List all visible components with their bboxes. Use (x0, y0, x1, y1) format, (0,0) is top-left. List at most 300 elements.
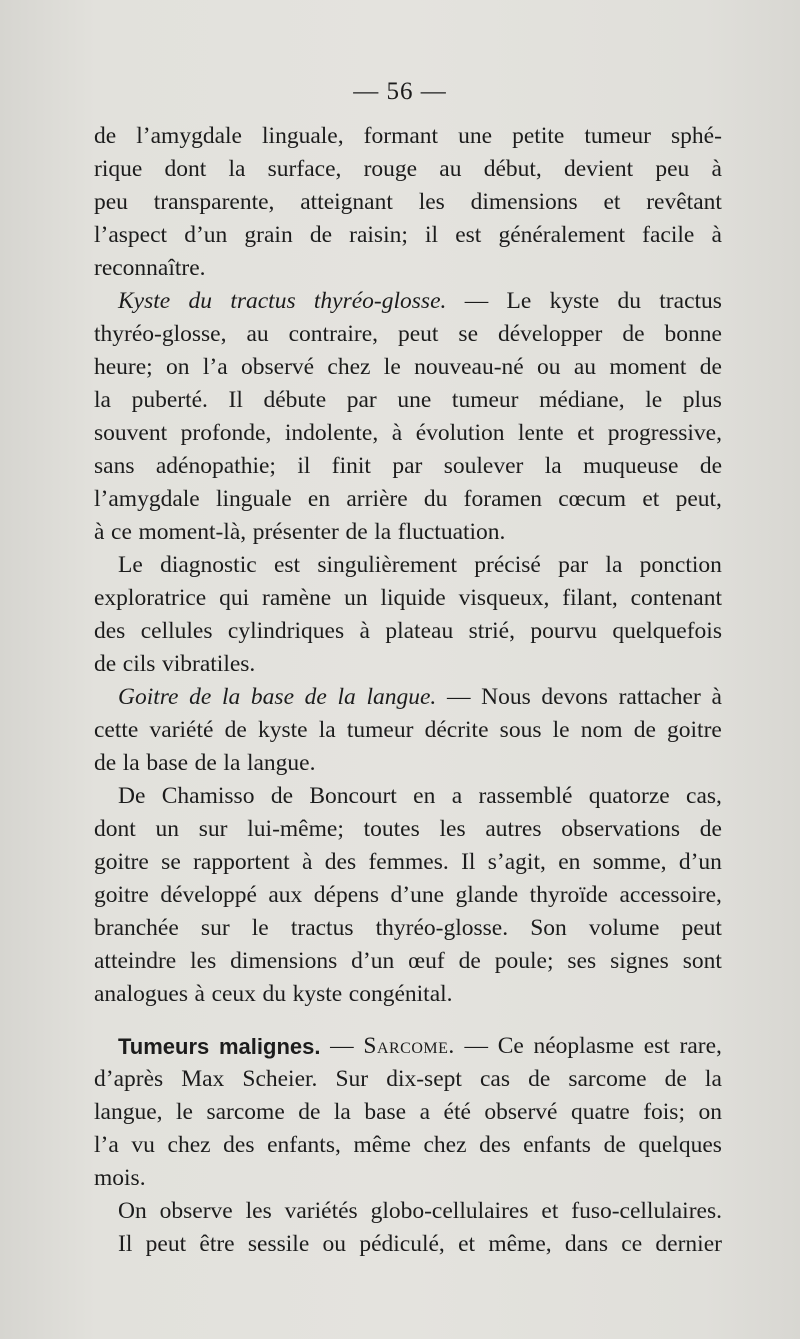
word: par (346, 387, 377, 413)
word: fuso-cellulaires. (571, 1198, 722, 1224)
word: est (273, 552, 301, 578)
word: d’un (351, 948, 395, 974)
text-line (94, 483, 722, 516)
word: ce (111, 519, 132, 545)
word: la (333, 1099, 351, 1125)
word: Max (181, 1066, 225, 1092)
word: du (423, 486, 448, 512)
word: on (698, 1099, 722, 1125)
word: un (344, 585, 368, 611)
word: enfants, (267, 1132, 341, 1158)
text-line (94, 285, 722, 318)
word: de (603, 1132, 626, 1158)
word: base (146, 750, 189, 776)
text-line (94, 1195, 722, 1228)
word: base (250, 684, 294, 710)
word: raisin; (349, 222, 408, 248)
word: soulever (443, 453, 524, 479)
word: Il (228, 387, 243, 413)
word: l’amygdale (136, 123, 242, 149)
word: cas (479, 1066, 510, 1092)
word: tractus (230, 288, 296, 314)
word: autres (485, 816, 542, 842)
word: langue, (94, 1099, 163, 1125)
word: pourvu (530, 618, 597, 644)
text-line (94, 1162, 722, 1195)
text-line (94, 582, 722, 615)
word: des (223, 1132, 255, 1158)
word: à (711, 222, 722, 248)
word: l’a (94, 1132, 119, 1158)
text-line (94, 978, 722, 1011)
word: signes (610, 948, 669, 974)
word: cœcum (558, 486, 627, 512)
word: au (573, 354, 597, 380)
word: branchée (94, 915, 179, 941)
word: reconnaître. (94, 255, 206, 281)
text-line (94, 780, 722, 813)
word: de (633, 717, 656, 743)
text-line (94, 648, 722, 681)
word: développer (497, 321, 603, 347)
word: sarcome (206, 1099, 285, 1125)
word: de (94, 750, 117, 776)
word: de (664, 1066, 687, 1092)
word: volume (588, 915, 660, 941)
word: Il (461, 849, 476, 875)
word: thyréo-glosse. (313, 288, 447, 314)
text-line (94, 120, 722, 153)
word: observe (159, 1198, 233, 1224)
word: néoplasme (533, 1033, 634, 1059)
word: et (458, 1231, 476, 1257)
word: vibratiles. (161, 651, 256, 677)
word: on (166, 354, 190, 380)
word: Sur (335, 1066, 369, 1092)
text-line (94, 252, 722, 285)
word: en (558, 849, 581, 875)
word: une (397, 387, 432, 413)
word: quelquefois (612, 618, 722, 644)
word: à (194, 981, 205, 1007)
word: strié, (468, 618, 515, 644)
text-line (94, 384, 722, 417)
word: cellules (140, 618, 213, 644)
text-line (94, 153, 722, 186)
text-line (94, 351, 722, 384)
word: peut, (675, 486, 722, 512)
word: malignes. (218, 1034, 321, 1059)
text-line (94, 516, 722, 549)
word: par (392, 453, 423, 479)
word: cils (122, 651, 156, 677)
word: revêtant (646, 189, 722, 215)
word: de (622, 321, 645, 347)
word: ou (322, 1231, 347, 1257)
word: linguale (215, 486, 292, 512)
word: à (94, 519, 105, 545)
word: thyroïde (529, 882, 608, 908)
word: dont (164, 156, 207, 182)
word: Le (118, 552, 143, 578)
word: de (94, 123, 117, 149)
word: le (552, 717, 570, 743)
word: d’un (678, 849, 722, 875)
word: les (190, 948, 217, 974)
word: muqueuse (583, 453, 679, 479)
word: langue. (366, 684, 437, 710)
word: œuf (408, 948, 445, 974)
word: se (161, 849, 181, 875)
word: ramène (262, 585, 332, 611)
word: Il (118, 1231, 133, 1257)
word: souvent (94, 420, 168, 446)
text-line (94, 846, 722, 879)
word: à (711, 156, 722, 182)
word: observé (484, 1099, 558, 1125)
word: toutes (363, 816, 420, 842)
word: Ce (497, 1033, 524, 1059)
word: somme, (592, 849, 667, 875)
word: — (330, 1033, 354, 1059)
word: la (544, 453, 562, 479)
word: ou (537, 354, 561, 380)
word: une (458, 123, 493, 149)
word: de (528, 1066, 551, 1092)
word: atteignant (300, 189, 393, 215)
word: rouge (363, 156, 418, 182)
word: précisé (474, 552, 541, 578)
word: tumeur (584, 123, 651, 149)
word: observations (561, 816, 681, 842)
word: d’après (94, 1066, 164, 1092)
word: mois. (94, 1165, 146, 1191)
word: facile (642, 222, 695, 248)
word: est (643, 1033, 670, 1059)
word: arrière (346, 486, 408, 512)
word: un (155, 816, 180, 842)
word: surface, (267, 156, 342, 182)
word: et (577, 420, 595, 446)
word: a (419, 1099, 431, 1125)
word: présenter (252, 519, 339, 545)
word: dernier (655, 1231, 722, 1257)
word: rassemblé (478, 783, 573, 809)
word: la (94, 387, 111, 413)
word: thyréo-glosse, (94, 321, 227, 347)
text-line (94, 1063, 722, 1096)
word: dépens (313, 882, 380, 908)
word: ses (567, 948, 597, 974)
word: exploratrice (94, 585, 207, 611)
word: sphé- (671, 123, 722, 149)
word: sarcome (568, 1066, 647, 1092)
word: sont (682, 948, 722, 974)
word: devons (541, 684, 608, 710)
word: De (118, 783, 146, 809)
word: poule; (494, 948, 554, 974)
word: des (324, 849, 357, 875)
word: peut (397, 321, 439, 347)
word: variétés (284, 1198, 358, 1224)
word: ce (621, 1231, 643, 1257)
word: en (413, 783, 436, 809)
word: indolente, (284, 420, 379, 446)
word: peut (145, 1231, 187, 1257)
word: évolution (415, 420, 505, 446)
word: le (383, 354, 401, 380)
word: généralement (498, 222, 626, 248)
text-line (94, 1096, 722, 1129)
word: les (245, 1198, 272, 1224)
word: Tumeurs (118, 1034, 210, 1059)
word: de (309, 222, 333, 248)
word: la (337, 684, 356, 710)
word: plus (682, 387, 722, 413)
text-line (94, 747, 722, 780)
word: lui-même; (247, 816, 344, 842)
word: au (439, 156, 462, 182)
word: Scheier. (242, 1066, 318, 1092)
word: base (364, 1099, 407, 1125)
word: la (318, 717, 336, 743)
word: formant (363, 123, 439, 149)
word: Chamisso (161, 783, 255, 809)
word: de (194, 750, 217, 776)
word: par (558, 552, 589, 578)
word: Boncourt (309, 783, 397, 809)
word: Kyste (118, 288, 171, 314)
word: petite (512, 123, 565, 149)
word: enfants (523, 1132, 591, 1158)
word: observé (241, 354, 315, 380)
word: ceux (211, 981, 256, 1007)
word: de (345, 519, 368, 545)
word: tractus (290, 915, 354, 941)
word: de (699, 354, 722, 380)
word: kyste (292, 981, 343, 1007)
word: s’agit, (487, 849, 546, 875)
word: Son (530, 915, 567, 941)
word: à (302, 849, 313, 875)
word: l’a (202, 354, 228, 380)
word: vu (131, 1132, 155, 1158)
word: thyréo-glosse. (375, 915, 509, 941)
word: cette (94, 717, 139, 743)
text-line (94, 549, 722, 582)
word: bonne (664, 321, 722, 347)
word: et (603, 189, 621, 215)
word: sous (499, 717, 542, 743)
word: la (605, 552, 623, 578)
word: a (451, 783, 463, 809)
word: goitre (94, 849, 149, 875)
text-line (94, 912, 722, 945)
word: progressive, (607, 420, 722, 446)
text-line (94, 417, 722, 450)
word: variété (149, 717, 214, 743)
word: au (246, 321, 269, 347)
word: foramen (463, 486, 542, 512)
word: le (176, 1099, 193, 1125)
word: dans (564, 1231, 608, 1257)
text-line (94, 186, 722, 219)
word: singulièrement (317, 552, 458, 578)
word: sur (200, 915, 230, 941)
word: langue. (246, 750, 316, 776)
word: la (374, 519, 392, 545)
word: goitre (94, 882, 149, 908)
word: de (458, 948, 481, 974)
word: Goitre (118, 684, 179, 710)
word: moment-là, (138, 519, 247, 545)
word: il (297, 453, 311, 479)
word: sur (198, 816, 228, 842)
word: sessile (247, 1231, 310, 1257)
word: chez (423, 1132, 467, 1158)
word: en (307, 486, 331, 512)
word: peu (655, 156, 690, 182)
text-line (94, 318, 722, 351)
word: de (304, 684, 327, 710)
word: finit (331, 453, 371, 479)
word: de (189, 684, 212, 710)
word: congénital. (348, 981, 453, 1007)
word: des (479, 1132, 511, 1158)
word: même (353, 1132, 411, 1158)
word: de (270, 783, 293, 809)
word: se (458, 321, 478, 347)
word: cylindriques (227, 618, 345, 644)
word: développé (160, 882, 257, 908)
word: rare, (679, 1033, 722, 1059)
word: l’amygdale (94, 486, 200, 512)
text-line (94, 219, 722, 252)
word: rique (94, 156, 143, 182)
word: l’aspect (94, 222, 168, 248)
word: d’une (390, 882, 445, 908)
word: qui (219, 585, 250, 611)
word: le (645, 387, 663, 413)
word: linguale, (262, 123, 344, 149)
word: contraire, (288, 321, 379, 347)
word: Sarcome. (363, 1033, 455, 1059)
word: fluctuation. (397, 519, 506, 545)
word: dix-sept (386, 1066, 462, 1092)
word: globo-cellulaires (370, 1198, 529, 1224)
word: dont (94, 816, 136, 842)
word: — (446, 684, 471, 710)
word: devient (563, 156, 634, 182)
word: Nous (481, 684, 531, 710)
word: d’un (184, 222, 228, 248)
word: accessoire, (619, 882, 722, 908)
word: goitre (667, 717, 722, 743)
word: grain (244, 222, 293, 248)
word: lente (518, 420, 564, 446)
word: de (224, 717, 247, 743)
word: le (251, 915, 269, 941)
body-text (94, 120, 722, 1261)
word: atteindre (94, 948, 177, 974)
word: quatre (570, 1099, 630, 1125)
text-line (94, 714, 722, 747)
word: même, (488, 1231, 552, 1257)
word: quelques (638, 1132, 722, 1158)
word: rattacher (618, 684, 701, 710)
text-line (94, 450, 722, 483)
word: heure; (94, 354, 153, 380)
word: contenant (630, 585, 722, 611)
word: et (642, 486, 660, 512)
word: kyste (549, 288, 600, 314)
text-line (94, 879, 722, 912)
word: la (228, 156, 246, 182)
word: peut (681, 915, 722, 941)
word: — (464, 288, 489, 314)
text-line (94, 615, 722, 648)
word: les (418, 189, 445, 215)
word: été (443, 1099, 471, 1125)
text-line (94, 1129, 722, 1162)
text-line (94, 813, 722, 846)
word: nouveau-né (414, 354, 524, 380)
word: profonde, (180, 420, 272, 446)
word: il (425, 222, 439, 248)
word: plateau (385, 618, 454, 644)
word: tumeur (451, 387, 519, 413)
word: la (223, 750, 241, 776)
word: cas, (686, 783, 722, 809)
word: chez (327, 354, 371, 380)
word: tumeur (346, 717, 414, 743)
word: les (439, 816, 466, 842)
word: du (262, 981, 287, 1007)
word: diagnostic (160, 552, 257, 578)
word: à (359, 618, 370, 644)
word: du (617, 288, 641, 314)
word: adénopathie; (155, 453, 276, 479)
word: glande (455, 882, 519, 908)
word: médiane, (539, 387, 625, 413)
word: visqueux, (458, 585, 550, 611)
word: de (699, 816, 722, 842)
word: pédiculé, (359, 1231, 445, 1257)
word: quatorze (588, 783, 670, 809)
word: aux (268, 882, 303, 908)
word: filant, (562, 585, 618, 611)
word: chez (167, 1132, 211, 1158)
word: des (94, 618, 126, 644)
word: analogues (94, 981, 188, 1007)
word: kyste (257, 717, 308, 743)
word: à (711, 684, 722, 710)
word: transparente, (153, 189, 275, 215)
word: et (541, 1198, 559, 1224)
word: dimensions (470, 189, 578, 215)
word: liquide (380, 585, 446, 611)
word: dimensions (230, 948, 338, 974)
word: la (122, 750, 140, 776)
word: femmes. (368, 849, 449, 875)
word: ponction (639, 552, 722, 578)
word: de (94, 651, 117, 677)
word: On (118, 1198, 147, 1224)
word: la (221, 684, 241, 710)
page-number: — 56 — (353, 78, 447, 105)
word: sans (94, 453, 135, 479)
word: nom (580, 717, 623, 743)
